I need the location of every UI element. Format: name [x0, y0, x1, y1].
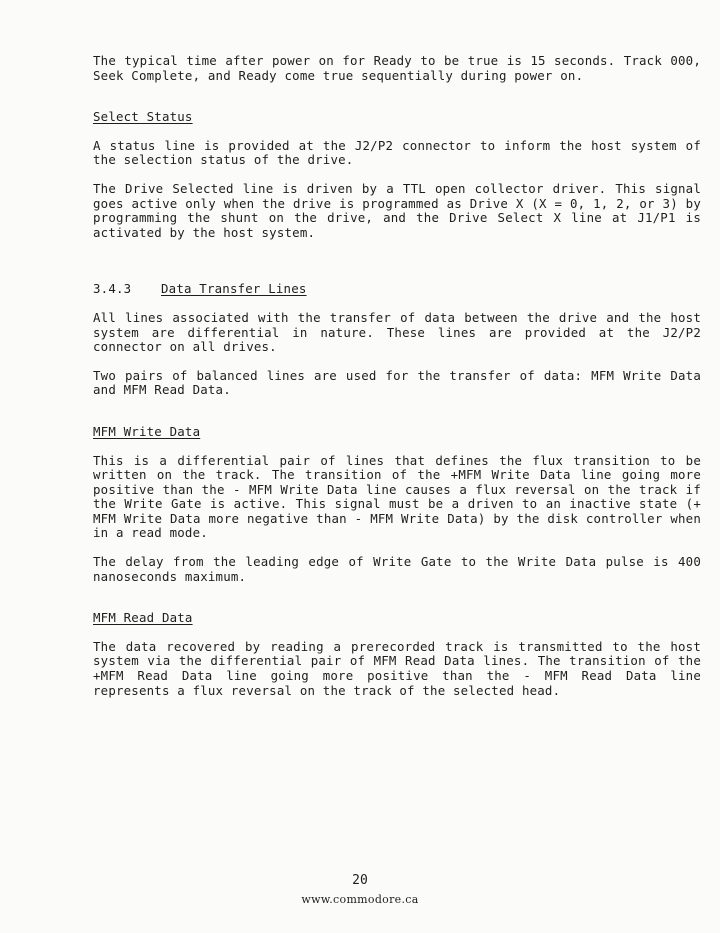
paragraph-transfer-1: All lines associated with the transfer of data between the drive and the host system are differential in nature. These lines are provided at the J2/P2 connector on all drives. [93, 309, 701, 355]
paragraph-read-1: The data recovered by reading a prerecorded track is transmitted to the host system via the differential pair of MFM Read Data lines. The transition of the +MFM Read Data line going more positive than the - MFM Read Data line represents a flux reversal on the track of the selected head. [93, 638, 701, 698]
paragraph-write-2: The delay from the leading edge of Write Gate to the Write Data pulse is 400 nanoseconds maximum. [93, 554, 701, 584]
watermark-text: www.commodore.ca [301, 893, 419, 906]
section-heading-data-transfer [93, 282, 701, 297]
paragraph-select-status-1: A status line is provided at the J2/P2 connector to inform the host system of the selection status of the drive. [93, 137, 701, 168]
document-body [93, 54, 701, 698]
heading-mfm-read-data: MFM Read Data [93, 610, 193, 626]
section-title: Data Transfer Lines [161, 281, 307, 297]
paragraph-transfer-2: Two pairs of balanced lines are used for the transfer of data: MFM Write Data and MFM Read Data. [93, 367, 701, 398]
heading-mfm-write-data: MFM Write Data [93, 423, 201, 439]
page-number: 20 [352, 873, 368, 888]
paragraph-select-status-2: The Drive Selected line is driven by a TTL open collector driver. This signal goes active only when the drive is programmed as Drive X (X = 0, 1, 2, or 3) by programming the shunt on the drive, and the Drive Select X line at J1/P1 is activated by the host system. [93, 180, 701, 240]
section-number: 3.4.3 [93, 281, 132, 297]
heading-select-status: Select Status [93, 109, 193, 125]
paragraph-write-1: This is a differential pair of lines that defines the flux transition to be written on the track. The transition of the +MFM Write Data line going more positive than the - MFM Write Data line causes a flux reversal on the track if the Write Gate is active. This signal must be a driven to an inactive state (+ MFM Write Data more negative than - MFM Write Data) by the disk controller when in a read mode. [93, 452, 701, 541]
paragraph-ready-timing: The typical time after power on for Ready to be true is 15 seconds. Track 000, Seek Complete, and Ready come true sequentially during power on. [93, 53, 701, 83]
